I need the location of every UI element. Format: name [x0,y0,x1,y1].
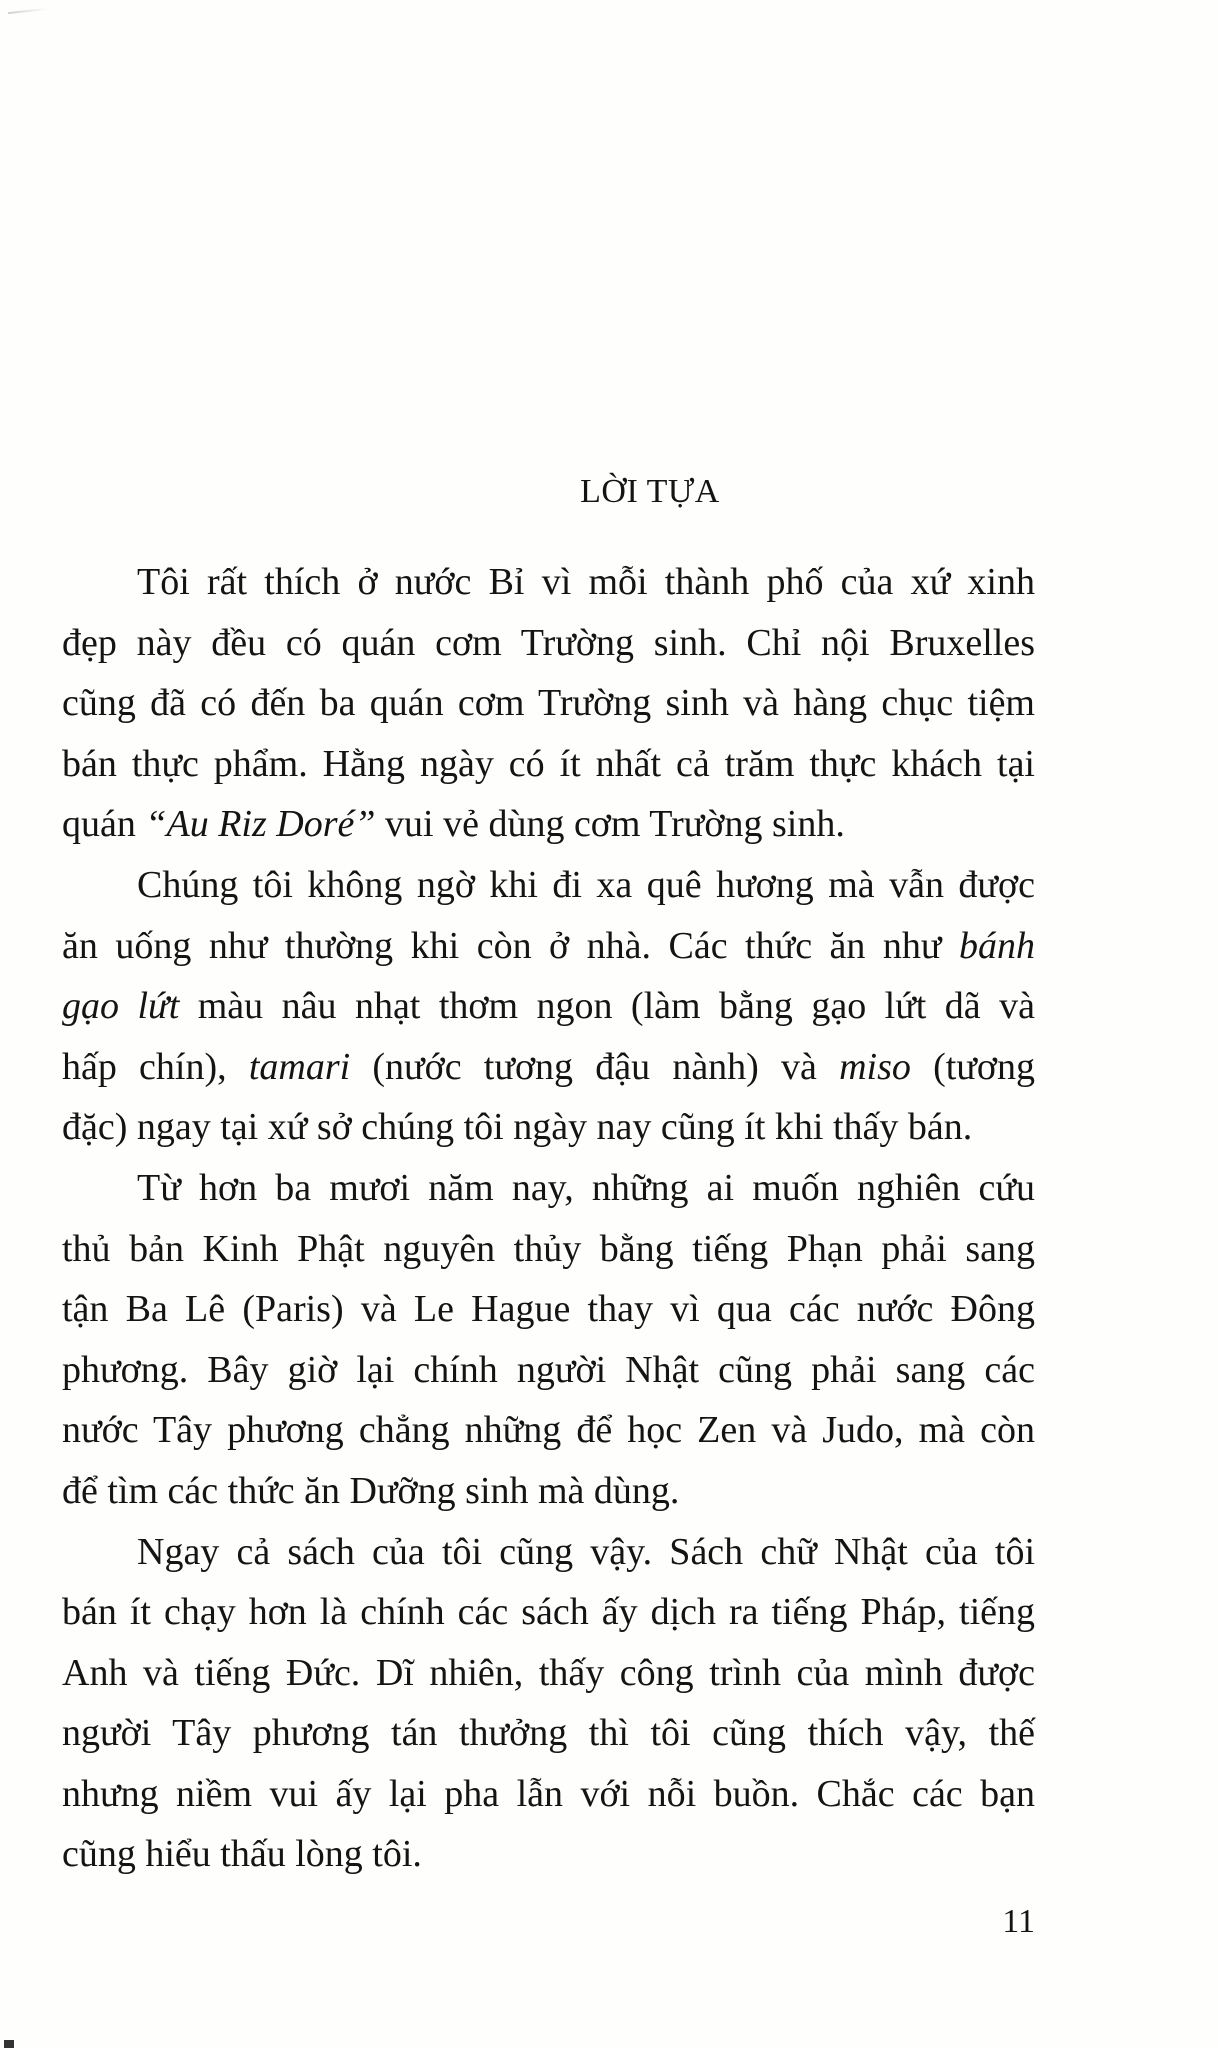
text-segment: tận Ba Lê (Paris) và Le Hague thay vì qua các nước Đông [62,1288,1035,1331]
text-segment: bán ít chạy hơn là chính các sách ấy dịch ra tiếng Pháp, tiếng [62,1591,1035,1634]
page-title: LỜI TỰA [580,473,720,510]
text-segment: cũng hiểu thấu lòng tôi. [62,1833,422,1876]
italic-text: gạo lứt [62,985,180,1028]
text-line [62,1703,1035,1764]
text-line [62,916,1035,977]
text-segment: nhưng niềm vui ấy lại pha lẫn với nỗi buồn. Chắc các bạn [62,1772,1035,1815]
text-segment: vui vẻ dùng cơm Trường sinh. [375,803,845,846]
text-segment: ăn uống như thường khi còn ở nhà. Các thức ăn như [62,924,959,967]
scan-edge-mark [8,8,48,14]
text-segment: Ngay cả sách của tôi cũng vậy. Sách chữ Nhật của tôi [137,1530,1035,1573]
text-segment: người Tây phương tán thưởng thì tôi cũng thích vậy, thế [62,1712,1035,1755]
text-line [62,794,1035,855]
text-line [62,1158,1035,1219]
text-segment: cũng đã có đến ba quán cơm Trường sinh và hàng chục tiệm [62,682,1035,725]
text-segment: bán thực phẩm. Hằng ngày có ít nhất cả trăm thực khách tại [62,742,1035,785]
text-segment: đẹp này đều có quán cơm Trường sinh. Chỉ nội Bruxelles [62,621,1035,664]
text-line [62,1219,1035,1280]
text-segment: thủ bản Kinh Phật nguyên thủy bằng tiếng Phạn phải sang [62,1227,1035,1270]
text-line [62,1582,1035,1643]
text-line [62,1340,1035,1401]
text-line [62,613,1035,674]
text-line [62,1461,1035,1522]
text-line [62,1824,1035,1885]
italic-text: “Au Riz Doré” [145,803,376,846]
body-text [62,552,1035,1885]
paragraph [62,552,1035,855]
text-segment: Anh và tiếng Đức. Dĩ nhiên, thấy công trình của mình được [62,1651,1035,1694]
text-line [62,673,1035,734]
text-line [62,552,1035,613]
paragraph [62,1522,1035,1886]
text-line [62,1037,1035,1098]
text-segment: (nước tương đậu nành) và [350,1045,840,1088]
text-segment: phương. Bây giờ lại chính người Nhật cũng phải sang các [62,1348,1035,1391]
text-line [62,1279,1035,1340]
italic-text: bánh [959,924,1035,967]
text-line [62,976,1035,1037]
text-line [62,855,1035,916]
text-line [62,1764,1035,1825]
text-segment: (tương [910,1045,1035,1088]
paragraph [62,1158,1035,1522]
text-segment: màu nâu nhạt thơm ngon (làm bằng gạo lứt dã và [179,985,1035,1028]
italic-text: miso [839,1045,911,1088]
text-segment: Chúng tôi không ngờ khi đi xa quê hương mà vẫn được [137,863,1035,906]
text-segment: để tìm các thức ăn Dưỡng sinh mà dùng. [62,1469,680,1512]
text-line [62,734,1035,795]
text-line [62,1400,1035,1461]
text-segment: nước Tây phương chẳng những để học Zen và Judo, mà còn [62,1409,1035,1452]
paragraph [62,855,1035,1158]
text-segment: quán [62,803,146,846]
text-segment: đặc) ngay tại xứ sở chúng tôi ngày nay cũng ít khi thấy bán. [62,1106,973,1149]
text-segment: Từ hơn ba mươi năm nay, những ai muốn nghiên cứu [137,1166,1035,1209]
text-line [62,1522,1035,1583]
page-number: 11 [1002,1903,1035,1940]
italic-text: tamari [248,1045,351,1088]
text-line [62,1643,1035,1704]
text-line [62,1097,1035,1158]
text-segment: Tôi rất thích ở nước Bỉ vì mỗi thành phố của xứ xinh [137,561,1035,603]
scan-edge-mark-bottom [4,2040,14,2048]
text-segment: hấp chín), [62,1045,249,1088]
